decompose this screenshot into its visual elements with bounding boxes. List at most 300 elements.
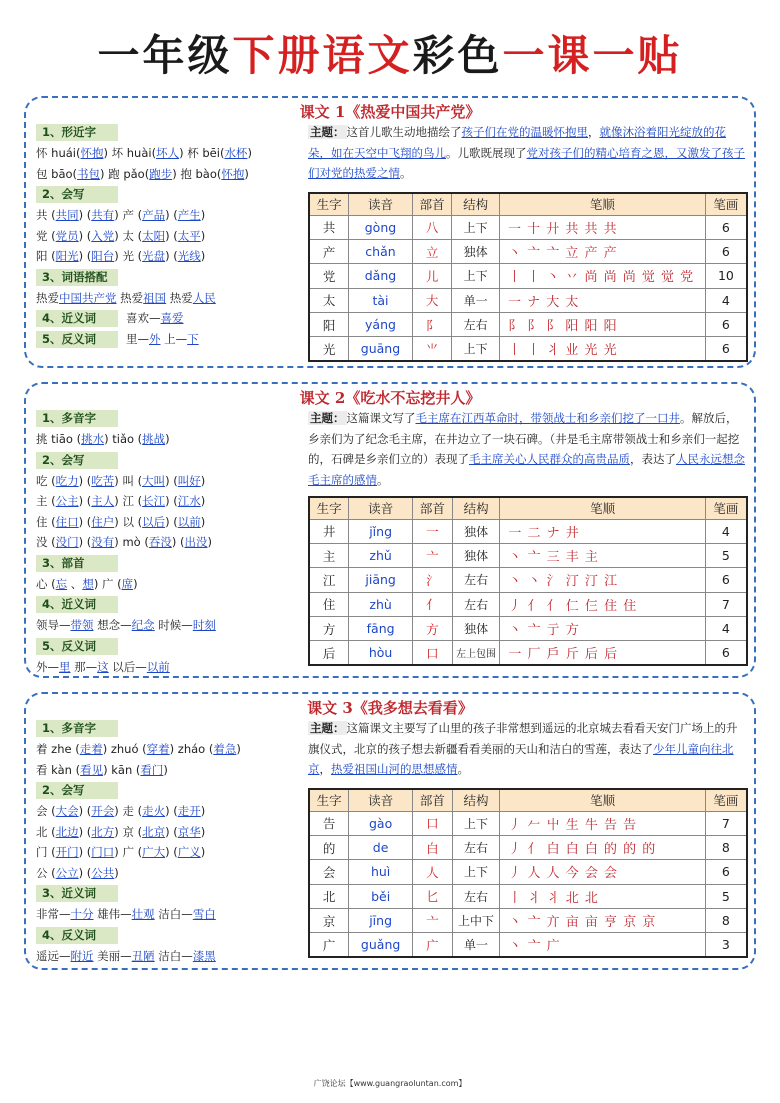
text-segment: 那— bbox=[70, 659, 98, 674]
text-segment: ) bbox=[114, 865, 119, 880]
theme-label: 主题： bbox=[310, 721, 345, 735]
answer-word: 以前 bbox=[146, 659, 170, 674]
pinyin-cell: dǎng bbox=[349, 264, 413, 288]
text-segment: ) 太 ( bbox=[114, 228, 143, 243]
pinyin-cell: yáng bbox=[349, 313, 413, 337]
answer-word: 开门 bbox=[55, 845, 79, 859]
section-label: 2、会写 bbox=[36, 186, 118, 203]
stroke-order-cell: 丨 丨 丬 业 光 光 bbox=[499, 337, 705, 361]
radical-cell: 方 bbox=[412, 617, 452, 641]
text-segment: ) ( bbox=[78, 208, 92, 222]
column-header: 读音 bbox=[349, 497, 413, 519]
text-segment: 怀 huái( bbox=[36, 146, 81, 160]
stroke-count-cell: 6 bbox=[705, 568, 747, 592]
pinyin-cell: jǐng bbox=[349, 519, 413, 543]
vocab-line bbox=[36, 288, 306, 309]
radical-cell: 广 bbox=[413, 933, 453, 957]
text-segment: ) bbox=[247, 146, 252, 160]
answer-word: 开会 bbox=[91, 804, 115, 818]
structure-cell: 独体 bbox=[452, 239, 500, 263]
answer-word: 走着 bbox=[79, 742, 103, 756]
table-row bbox=[309, 909, 747, 933]
structure-cell: 上下 bbox=[452, 337, 500, 361]
table-row bbox=[309, 811, 747, 835]
text-segment: 热爱 bbox=[36, 290, 59, 305]
text-segment: 住 ( bbox=[36, 514, 56, 529]
answer-word: 怀抱 bbox=[221, 166, 245, 181]
text-segment: 会 ( bbox=[36, 804, 56, 818]
text-segment: 门 ( bbox=[36, 845, 56, 859]
text-segment: ， bbox=[319, 762, 331, 776]
text-segment: ) 光 ( bbox=[114, 249, 143, 263]
section-label: 4、近义词 bbox=[36, 310, 118, 327]
text-segment: ) bbox=[165, 432, 170, 446]
stroke-count-cell: 10 bbox=[705, 264, 747, 288]
vocab-line bbox=[36, 205, 306, 226]
char-table bbox=[308, 788, 748, 958]
vocab-column bbox=[36, 122, 306, 350]
text-segment: ) bbox=[200, 494, 206, 508]
text-segment: ) bbox=[244, 166, 249, 181]
stroke-order-cell: 丿 𠂉 屮 生 牛 告 告 bbox=[500, 811, 705, 835]
pinyin-cell: jiāng bbox=[349, 568, 413, 592]
structure-cell: 左上包围 bbox=[452, 641, 500, 665]
answer-word: 漆黑 bbox=[192, 948, 216, 963]
text-segment: ) bbox=[207, 535, 212, 549]
answer-word: 住户 bbox=[91, 514, 115, 529]
stroke-count-cell: 4 bbox=[705, 519, 747, 543]
text-segment: 吃 ( bbox=[36, 473, 56, 488]
character-cell: 京 bbox=[309, 909, 349, 933]
stroke-count-cell: 5 bbox=[705, 884, 747, 908]
section-label: 1、多音字 bbox=[36, 720, 118, 737]
answer-word: 少年儿童向往北京 bbox=[308, 741, 734, 776]
answer-word: 书包 bbox=[77, 166, 101, 181]
pinyin-cell: gào bbox=[349, 811, 413, 835]
answer-word: 附近 bbox=[70, 948, 94, 963]
stroke-order-cell: 一 ナ 大 太 bbox=[499, 288, 705, 312]
stroke-count-cell: 7 bbox=[705, 811, 747, 835]
answer-word: 大会 bbox=[55, 804, 79, 818]
text-segment: 领导— bbox=[36, 618, 71, 632]
character-cell: 后 bbox=[309, 641, 349, 665]
text-segment: ) ( bbox=[78, 494, 92, 508]
text-segment: 。 bbox=[457, 762, 469, 776]
text-segment: ) ( bbox=[78, 845, 92, 859]
answer-word: 坏人 bbox=[156, 146, 180, 160]
answer-word: 共同 bbox=[55, 208, 79, 222]
table-row bbox=[309, 641, 747, 665]
answer-word: 丑陋 bbox=[131, 948, 155, 963]
inline-entry bbox=[126, 311, 184, 325]
structure-cell: 上下 bbox=[452, 811, 500, 835]
text-segment: ) 杯 bēi( bbox=[179, 146, 225, 160]
column-header: 生字 bbox=[309, 497, 349, 519]
text-segment: ) ( bbox=[165, 824, 178, 839]
text-segment: 洁白— bbox=[154, 907, 193, 921]
vocab-line bbox=[36, 226, 306, 247]
text-segment: ) bbox=[200, 514, 206, 529]
inline-entry bbox=[126, 332, 199, 346]
page-title bbox=[0, 26, 780, 86]
text-segment: ) ( bbox=[78, 824, 92, 839]
vocab-line bbox=[36, 946, 306, 967]
section-label: 2、会写 bbox=[36, 782, 118, 799]
answer-word: 跑步 bbox=[149, 166, 173, 181]
column-header: 结构 bbox=[452, 789, 500, 811]
column-header: 笔画 bbox=[705, 193, 747, 215]
pinyin-cell: jīng bbox=[349, 909, 413, 933]
answer-word: 长江 bbox=[142, 494, 166, 508]
table-row bbox=[309, 592, 747, 616]
answer-word: 出没 bbox=[184, 535, 208, 549]
text-segment: ) ( bbox=[165, 473, 178, 488]
stroke-count-cell: 6 bbox=[705, 860, 747, 884]
stroke-count-cell: 4 bbox=[705, 617, 747, 641]
lesson-card-1 bbox=[24, 96, 756, 368]
character-cell: 阳 bbox=[309, 313, 349, 337]
text-segment: ) ( bbox=[165, 494, 178, 508]
radical-cell: 人 bbox=[413, 860, 453, 884]
vocab-line bbox=[36, 615, 306, 636]
char-table bbox=[308, 192, 748, 362]
theme-label: 主题： bbox=[310, 411, 345, 425]
text-segment: 想念— bbox=[93, 618, 132, 632]
vocab-line bbox=[36, 904, 306, 925]
vocab-line bbox=[36, 491, 306, 512]
text-segment: ) ( bbox=[165, 208, 178, 222]
text-segment: ) 江 ( bbox=[114, 494, 143, 508]
lesson-heading: 课文 3《我多想去看看》 bbox=[307, 699, 473, 717]
text-segment: 。 bbox=[377, 472, 389, 487]
text-segment: 美丽— bbox=[93, 948, 132, 963]
text-segment: ) ( bbox=[78, 249, 92, 263]
answer-word: 想 bbox=[82, 576, 94, 591]
text-segment: ) bbox=[163, 762, 168, 777]
character-cell: 共 bbox=[309, 215, 349, 239]
text-segment: 喜欢— bbox=[126, 311, 161, 325]
answer-word: 叫好 bbox=[177, 473, 201, 488]
pinyin-cell: chǎn bbox=[349, 239, 413, 263]
text-segment: ) bbox=[200, 249, 206, 263]
table-row bbox=[309, 543, 747, 567]
answer-word: 没门 bbox=[55, 535, 79, 549]
column-header: 部首 bbox=[412, 193, 452, 215]
section-label: 3、部首 bbox=[36, 555, 118, 572]
radical-cell: 亻 bbox=[412, 592, 452, 616]
structure-cell: 独体 bbox=[452, 543, 500, 567]
character-cell: 的 bbox=[309, 835, 349, 859]
table-row bbox=[309, 264, 747, 288]
text-segment: 挑 tiāo ( bbox=[36, 432, 82, 446]
structure-cell: 左右 bbox=[452, 835, 500, 859]
structure-cell: 左右 bbox=[452, 313, 500, 337]
text-segment: 这篇课文主要写了山里的孩子非常想到遥远的北京城去看看天安门广场上的升旗仪式，北京的孩子想去新疆看看美丽的天山和洁白的雪莲，表达了 bbox=[308, 721, 738, 756]
text-segment: 热爱 bbox=[116, 290, 144, 305]
answer-word: 太平 bbox=[177, 228, 201, 243]
radical-cell: 匕 bbox=[413, 884, 453, 908]
answer-word: 就像沐浴着阳光绽放的花朵，如在天空中飞翔的鸟儿 bbox=[308, 125, 726, 160]
answer-word: 人民永远想念毛主席的感情 bbox=[308, 452, 745, 487]
character-cell: 产 bbox=[309, 239, 349, 263]
character-cell: 告 bbox=[309, 811, 349, 835]
table-row bbox=[309, 215, 747, 239]
answer-word: 主人 bbox=[91, 494, 115, 508]
vocab-line bbox=[36, 246, 306, 267]
text-segment: 雄伟— bbox=[93, 907, 132, 921]
answer-word: 光盘 bbox=[142, 249, 166, 263]
lesson-heading: 课文 1《热爱中国共产党》 bbox=[299, 103, 481, 121]
stroke-order-cell: 一 厂 戶 斤 后 后 bbox=[500, 641, 705, 665]
vocab-line bbox=[36, 801, 306, 822]
pinyin-cell: hòu bbox=[349, 641, 413, 665]
answer-word: 北方 bbox=[91, 824, 115, 839]
answer-word: 北边 bbox=[55, 824, 79, 839]
table-row bbox=[309, 313, 747, 337]
character-cell: 方 bbox=[309, 617, 349, 641]
section-label: 4、反义词 bbox=[36, 927, 118, 944]
text-segment: 上— bbox=[160, 332, 188, 346]
vocab-line bbox=[36, 822, 306, 843]
title-part: 下册语文 bbox=[232, 31, 413, 80]
text-segment: ) zháo ( bbox=[169, 742, 214, 756]
radical-cell: 立 bbox=[412, 239, 452, 263]
character-cell: 光 bbox=[309, 337, 349, 361]
pinyin-cell: guǎng bbox=[349, 933, 413, 957]
char-table bbox=[308, 496, 748, 666]
radical-cell: 亠 bbox=[413, 909, 453, 933]
answer-word: 中国共产党 bbox=[59, 290, 117, 305]
vocab-column bbox=[36, 718, 306, 966]
radical-cell: 阝 bbox=[412, 313, 452, 337]
table-row bbox=[309, 860, 747, 884]
pinyin-cell: běi bbox=[349, 884, 413, 908]
answer-word: 孩子们在党的温暖怀抱里 bbox=[461, 125, 588, 139]
section-label: 1、形近字 bbox=[36, 124, 118, 141]
column-header: 读音 bbox=[349, 193, 413, 215]
answer-word: 公主 bbox=[55, 494, 79, 508]
section-label: 3、近义词 bbox=[36, 885, 118, 902]
stroke-count-cell: 6 bbox=[705, 215, 747, 239]
answer-word: 入党 bbox=[91, 228, 115, 243]
text-segment: 这篇课文写了 bbox=[346, 411, 416, 425]
radical-cell: 白 bbox=[413, 835, 453, 859]
answer-word: 这 bbox=[97, 659, 109, 674]
pinyin-cell: zhù bbox=[349, 592, 413, 616]
table-row bbox=[309, 568, 747, 592]
answer-word: 挑战 bbox=[142, 432, 166, 446]
section-label: 4、近义词 bbox=[36, 596, 118, 613]
answer-word: 公共 bbox=[91, 865, 115, 880]
answer-word: 走开 bbox=[177, 804, 201, 818]
answer-word: 雪白 bbox=[192, 907, 216, 921]
answer-word: 走火 bbox=[142, 804, 166, 818]
theme-paragraph bbox=[308, 122, 748, 184]
radical-cell: 亠 bbox=[412, 543, 452, 567]
text-segment: 看 kàn ( bbox=[36, 762, 81, 777]
table-row bbox=[309, 337, 747, 361]
answer-word: 江水 bbox=[177, 494, 201, 508]
text-segment: 。儿歌既展现了 bbox=[446, 145, 527, 160]
section-label: 3、词语搭配 bbox=[36, 269, 118, 286]
text-segment: 非常— bbox=[36, 907, 71, 921]
answer-word: 共有 bbox=[91, 208, 115, 222]
stroke-count-cell: 6 bbox=[705, 239, 747, 263]
text-segment: 阳 ( bbox=[36, 249, 56, 263]
structure-cell: 左右 bbox=[452, 568, 500, 592]
answer-word: 看门 bbox=[140, 762, 164, 777]
text-segment: ) 广 ( bbox=[114, 845, 143, 859]
text-segment: ) ( bbox=[78, 804, 92, 818]
stroke-order-cell: 丿 人 人 今 会 会 bbox=[500, 860, 705, 884]
column-header: 笔顺 bbox=[500, 497, 705, 519]
structure-cell: 左右 bbox=[452, 592, 500, 616]
answer-word: 人民 bbox=[192, 290, 216, 305]
text-segment: ) 以 ( bbox=[114, 514, 143, 529]
answer-word: 阳光 bbox=[55, 249, 79, 263]
text-segment: 这首儿歌生动地描绘了 bbox=[346, 125, 462, 139]
text-segment: ) bbox=[200, 804, 206, 818]
text-segment: 公 ( bbox=[36, 865, 56, 880]
answer-word: 祖国 bbox=[143, 290, 167, 305]
radical-cell: 口 bbox=[413, 811, 453, 835]
vocab-line bbox=[36, 164, 306, 185]
character-cell: 太 bbox=[309, 288, 349, 312]
answer-word: 门口 bbox=[91, 845, 115, 859]
stroke-order-cell: 丶 亠 亣 亩 亩 亨 京 京 bbox=[500, 909, 705, 933]
answer-word: 十分 bbox=[70, 907, 94, 921]
stroke-count-cell: 8 bbox=[705, 909, 747, 933]
pinyin-cell: tài bbox=[349, 288, 413, 312]
vocab-line bbox=[36, 143, 306, 164]
structure-cell: 左右 bbox=[452, 884, 500, 908]
answer-word: 吃力 bbox=[55, 473, 79, 488]
text-segment: ) ( bbox=[78, 865, 92, 880]
column-header: 读音 bbox=[349, 789, 413, 811]
answer-word: 住口 bbox=[55, 514, 79, 529]
vocab-column bbox=[36, 408, 306, 677]
character-cell: 广 bbox=[309, 933, 349, 957]
stroke-count-cell: 6 bbox=[705, 641, 747, 665]
text-segment: ) kān ( bbox=[103, 762, 141, 777]
answer-word: 太阳 bbox=[142, 228, 166, 243]
answer-word: 喜爱 bbox=[160, 311, 184, 325]
lesson-card-3 bbox=[24, 692, 756, 970]
stroke-order-cell: 丶 丶 氵 汀 汀 江 bbox=[500, 568, 705, 592]
column-header: 笔画 bbox=[705, 789, 747, 811]
text-segment: ) bbox=[200, 228, 206, 243]
title-part: 一年级 bbox=[97, 31, 233, 80]
stroke-count-cell: 3 bbox=[705, 933, 747, 957]
text-segment: ) bbox=[133, 576, 138, 591]
text-segment: ，表达了 bbox=[630, 452, 676, 466]
section-label: 2、会写 bbox=[36, 452, 118, 469]
radical-cell: 大 bbox=[412, 288, 452, 312]
answer-word: 京华 bbox=[177, 824, 201, 839]
radical-cell: 一 bbox=[412, 519, 452, 543]
stroke-order-cell: 一 二 ナ 井 bbox=[500, 519, 705, 543]
stroke-count-cell: 7 bbox=[705, 592, 747, 616]
text-segment: ) bbox=[200, 824, 206, 839]
structure-cell: 上下 bbox=[452, 860, 500, 884]
stroke-order-cell: 丿 亻 白 白 白 的 的 的 bbox=[500, 835, 705, 859]
text-segment: 。解放后，乡亲们为了纪念毛主席，在井边立了一块石碑。（井是毛主席带领战士和乡亲们一起挖的，石碑是乡亲们立的）表现了 bbox=[308, 411, 740, 466]
title-part: 一课一贴 bbox=[502, 31, 683, 80]
text-segment: ) ( bbox=[165, 845, 178, 859]
answer-word: 以后 bbox=[142, 514, 166, 529]
structure-cell: 单一 bbox=[452, 288, 500, 312]
answer-word: 下 bbox=[187, 332, 199, 346]
text-segment: 没 ( bbox=[36, 535, 56, 549]
vocab-line bbox=[36, 574, 306, 595]
structure-cell: 上下 bbox=[452, 264, 500, 288]
vocab-line bbox=[36, 739, 306, 760]
column-header: 部首 bbox=[412, 497, 452, 519]
answer-word: 吃苦 bbox=[91, 473, 115, 488]
text-segment: 、 bbox=[67, 576, 83, 591]
theme-paragraph bbox=[308, 408, 748, 490]
answer-word: 毛主席关心人民群众的高贵品质 bbox=[469, 452, 630, 466]
radical-cell: 儿 bbox=[412, 264, 452, 288]
table-row bbox=[309, 933, 747, 957]
text-segment: ) mò ( bbox=[114, 535, 149, 549]
answer-word: 广义 bbox=[177, 845, 201, 859]
column-header: 笔顺 bbox=[499, 193, 705, 215]
table-row bbox=[309, 519, 747, 543]
stroke-order-cell: 阝 阝 阝 阳 阳 阳 bbox=[499, 313, 705, 337]
text-segment: ) bbox=[200, 473, 206, 488]
structure-cell: 上下 bbox=[452, 215, 500, 239]
answer-word: 吞没 bbox=[148, 535, 172, 549]
text-segment: ) ( bbox=[78, 535, 92, 549]
answer-word: 北京 bbox=[142, 824, 166, 839]
stroke-order-cell: 丶 亠 亠 立 产 产 bbox=[499, 239, 705, 263]
answer-word: 党对孩子们的精心培育之恩，又激发了孩子们对党的热爱之情 bbox=[308, 145, 745, 180]
character-cell: 党 bbox=[309, 264, 349, 288]
section-label: 5、反义词 bbox=[36, 331, 118, 348]
text-segment: ) 叫 ( bbox=[114, 473, 143, 488]
text-segment: ) zhuó ( bbox=[102, 742, 147, 756]
table-row bbox=[309, 617, 747, 641]
text-segment: ) ( bbox=[78, 514, 92, 529]
vocab-line bbox=[36, 471, 306, 492]
text-segment: 包 bāo( bbox=[36, 166, 78, 181]
text-segment: ) 走 ( bbox=[114, 804, 143, 818]
text-segment: 主 ( bbox=[36, 494, 56, 508]
footer: 广饶论坛【www.guangraoluntan.com】 bbox=[313, 1079, 467, 1088]
answer-word: 外 bbox=[149, 332, 161, 346]
text-segment: ) ( bbox=[165, 514, 178, 529]
stroke-count-cell: 4 bbox=[705, 288, 747, 312]
character-cell: 江 bbox=[309, 568, 349, 592]
text-segment: 里— bbox=[126, 332, 149, 346]
stroke-order-cell: 丨 丬 丬 北 北 bbox=[500, 884, 705, 908]
text-segment: ) ( bbox=[78, 473, 92, 488]
pinyin-cell: huì bbox=[349, 860, 413, 884]
answer-word: 时刻 bbox=[192, 618, 216, 632]
stroke-count-cell: 8 bbox=[705, 835, 747, 859]
text-segment: 北 ( bbox=[36, 824, 56, 839]
text-segment: 洁白— bbox=[154, 948, 193, 963]
text-segment: 以后— bbox=[108, 659, 147, 674]
text-segment: ) bbox=[200, 845, 206, 859]
answer-word: 水杯 bbox=[224, 146, 248, 160]
text-segment: ) ( bbox=[165, 804, 178, 818]
text-segment: ) 广 ( bbox=[93, 576, 122, 591]
text-segment: ) bbox=[236, 742, 241, 756]
table-row bbox=[309, 239, 747, 263]
answer-word: 壮观 bbox=[131, 907, 155, 921]
